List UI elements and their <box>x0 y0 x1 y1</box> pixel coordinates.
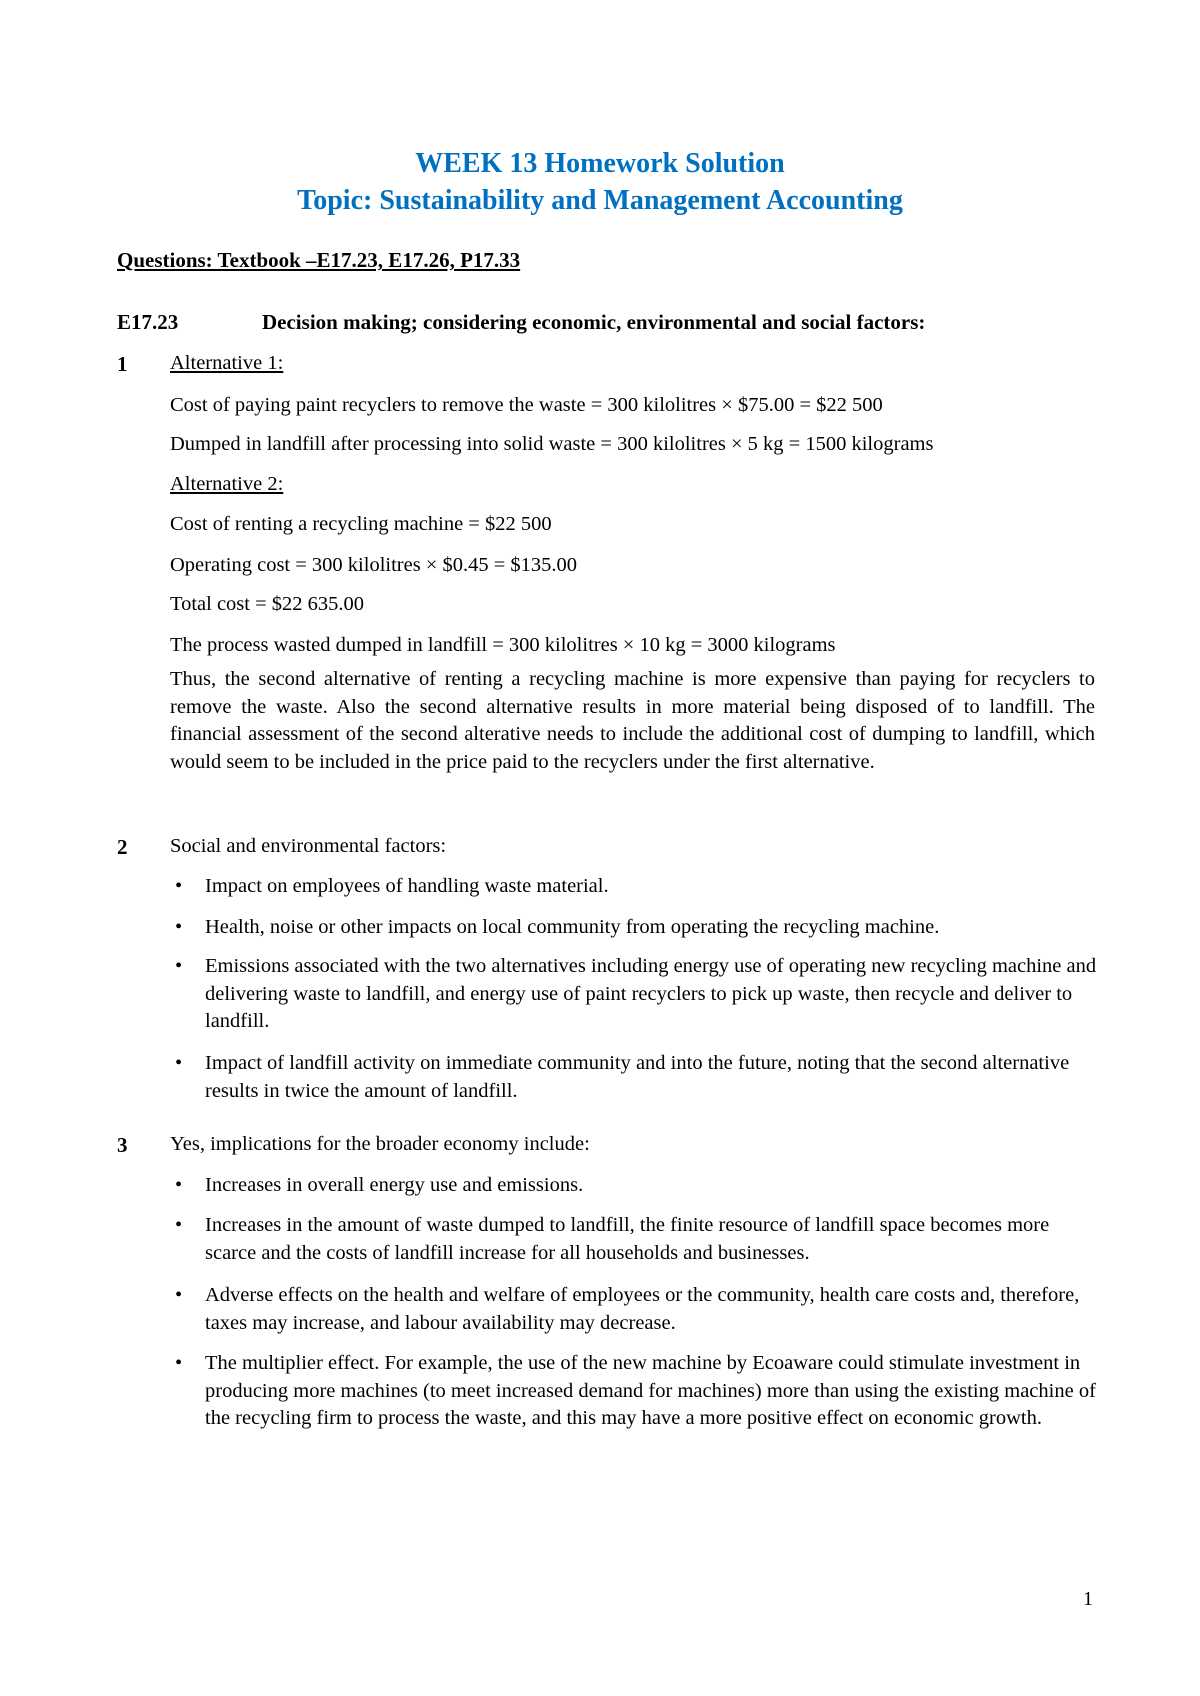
alt2-label: Alternative 2: <box>170 473 284 495</box>
q1-conclusion: Thus, the second alternative of renting a recycling machine is more expensive than paying for recyclers to remove the waste. Also the second alternative results in more material being disposed of to landfill. The financial assessment of the second alterative needs to include the additional cost of dumping to landfill, which would seem to be included in the price paid to the recyclers under the first alternative. <box>170 668 1095 773</box>
q3-number: 3 <box>117 1133 128 1157</box>
questions-heading: Questions: Textbook –E17.23, E17.26, P17.33 <box>117 248 521 272</box>
list-item: • Increases in overall energy use and emissions. <box>170 1172 1100 1200</box>
list-item: • Increases in the amount of waste dumped to landfill, the finite resource of landfill space becomes more scarce and the costs of landfill increase for all households and businesses. <box>170 1212 1100 1267</box>
exercise-code: E17.23 <box>117 310 179 334</box>
q2-number: 2 <box>117 835 128 859</box>
list-item: • Emissions associated with the two alternatives including energy use of operating new recycling machine and delivering waste to landfill, and energy use of paint recyclers to pick up waste, then recycle and deliver to landfill. <box>170 953 1100 1036</box>
alt1-label: Alternative 1: <box>170 352 284 374</box>
alt2-line: Total cost = $22 635.00 <box>170 593 365 615</box>
exercise-title: Decision making; considering economic, environmental and social factors: <box>262 310 926 334</box>
q1-number: 1 <box>117 352 128 376</box>
exercise-heading <box>117 310 925 335</box>
alt2-line: Cost of renting a recycling machine = $22 500 <box>170 513 552 535</box>
alt1-line: Cost of paying paint recyclers to remove the waste = 300 kilolitres × $75.00 = $22 500 <box>170 394 883 416</box>
list-item: • Adverse effects on the health and welfare of employees or the community, health care costs and, therefore, taxes may increase, and labour availability may decrease. <box>170 1282 1100 1337</box>
list-item: • Impact on employees of handling waste material. <box>170 873 1100 901</box>
list-item: • The multiplier effect. For example, the use of the new machine by Ecoaware could stimulate investment in producing more machines (to meet increased demand for machines) more than using the existing machine of the recycling firm to process the waste, and this may have a more positive effect on economic growth. <box>170 1350 1100 1433</box>
list-item: • Impact of landfill activity on immediate community and into the future, noting that the second alternative results in twice the amount of landfill. <box>170 1050 1100 1105</box>
title-block <box>0 146 1200 220</box>
q2-intro: Social and environmental factors: <box>170 835 447 857</box>
alt2-line: The process wasted dumped in landfill = 300 kilolitres × 10 kg = 3000 kilograms <box>170 634 836 656</box>
q3-intro: Yes, implications for the broader economy include: <box>170 1133 590 1155</box>
list-item: • Health, noise or other impacts on local community from operating the recycling machine. <box>170 914 1100 942</box>
page-title: WEEK 13 Homework Solution <box>415 148 785 179</box>
page-subtitle: Topic: Sustainability and Management Accounting <box>297 185 903 216</box>
alt2-line: Operating cost = 300 kilolitres × $0.45 = $135.00 <box>170 554 578 576</box>
alt1-line: Dumped in landfill after processing into solid waste = 300 kilolitres × 5 kg = 1500 kilograms <box>170 433 934 455</box>
page-number: 1 <box>1083 1588 1093 1610</box>
